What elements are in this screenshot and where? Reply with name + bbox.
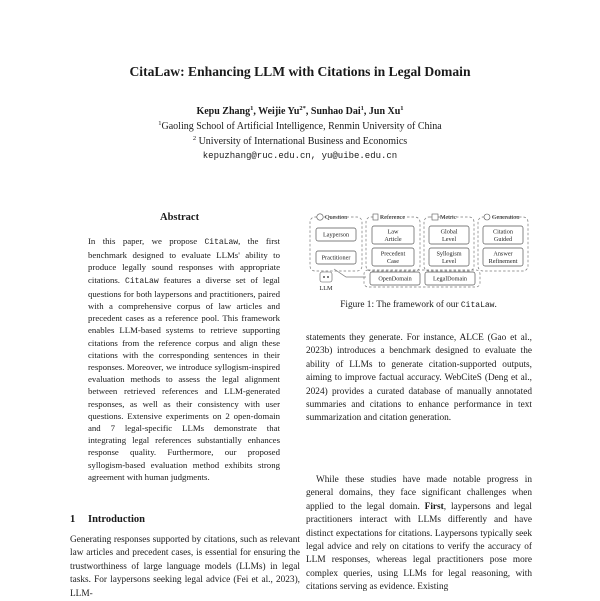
body-paragraph: statements they generate. For instance, ALCE (Gao et al., 2023b) introduces a benchmark designed to evaluate the ability of LLMs to generate citation-supported outputs, aiming to improve factual accuracy. WebCiteS (Deng et al., 2024) provides a curated database of manually annotated summaries and citations to enhance performance in text summarization and citation generation. bbox=[306, 333, 532, 424]
label-guided: Guided bbox=[493, 236, 513, 243]
caption-text: . bbox=[494, 300, 497, 310]
label-layperson: Layperson bbox=[322, 231, 350, 239]
label-article: Article bbox=[384, 236, 402, 243]
author-list: Kepu Zhang$^1$, Weijie $Yu^{2*}$, Sunhao Dai$^1$, Jun Xu$^1$ bbox=[196, 105, 404, 117]
label-case: Case bbox=[386, 258, 400, 265]
emphasis-first: First bbox=[424, 501, 444, 512]
author-name: Weijie Yu bbox=[258, 106, 300, 117]
robot-eye bbox=[327, 276, 329, 278]
label-precedent: Precedent bbox=[380, 250, 406, 258]
reference-icon bbox=[373, 214, 378, 220]
affiliation-sup: 2 bbox=[192, 135, 197, 142]
affiliation-2 bbox=[0, 136, 600, 147]
paper-title: CitaLaw: Enhancing LLM with Citations in Legal Domain bbox=[129, 64, 471, 79]
robot-icon bbox=[320, 272, 332, 282]
author-sup: 1 bbox=[360, 105, 364, 112]
intro-paragraph: Generating responses supported by citations, such as relevant law articles and precedent cases, is essential for ensuring the trustworthiness of large language models (LLMs) in legal tasks. For laypersons seeking legal advice (Fei et al., 2023), LLM- bbox=[70, 535, 300, 599]
affiliation-text: Gaoling School of Artificial Intelligence, Renmin University of China bbox=[161, 121, 442, 132]
body-text: While these studies have made notable progress in general domains, they face significant challenges when applied to the legal domain. bbox=[306, 475, 532, 512]
label-practitioner: Practitioner bbox=[321, 254, 351, 262]
body-paragraph bbox=[306, 474, 532, 595]
abstract-text: features a diverse set of legal questions for both laypersons and practitioners, paired with a comprehensive corpus of law articles and precedent cases as a reference pool. This framework enables LLM-based systems to retrieve supporting citations from the reference corpus and align these citations with the corresponding sentences in their responses. Moreover, we introduce syllogism-inspired evaluation methods to assess the legal alignment between retrieved references and LLM-generated responses, as well as their consistency with user questions. Extensive experiments on 2 open-domain and 7 legal-specific LLMs demonstrate that integrating legal references substantially enhances response quality. Furthermore, our proposed syllogism-based evaluation method exhibits strong agreement with human judgments. bbox=[88, 274, 280, 482]
affiliation-1 bbox=[0, 121, 600, 132]
metric-icon bbox=[432, 214, 438, 220]
affiliation-text: University of International Business and Economics bbox=[198, 136, 408, 147]
section-number: 1 bbox=[70, 514, 76, 525]
robot-eye bbox=[323, 276, 325, 278]
label-legal-domain: LegalDomain bbox=[432, 275, 468, 283]
metric-header: Metric bbox=[440, 214, 457, 221]
llm-arrow bbox=[334, 269, 366, 277]
question-icon bbox=[317, 214, 323, 220]
author-sup: 1 bbox=[400, 105, 404, 112]
abstract-heading: Abstract bbox=[160, 212, 200, 223]
label-global: Global bbox=[440, 228, 458, 236]
author-name: Jun Xu bbox=[368, 106, 401, 117]
benchmark-name: CitaLaw bbox=[125, 276, 159, 286]
label-syllogism: Syllogism bbox=[436, 250, 462, 258]
reference-header: Reference bbox=[380, 214, 406, 221]
author-sup: 2* bbox=[299, 105, 306, 112]
generation-header: Generation bbox=[492, 214, 520, 221]
question-header: Question bbox=[325, 214, 348, 221]
label-law: Law bbox=[387, 228, 399, 236]
benchmark-name: CitaLaw bbox=[204, 238, 239, 247]
abstract-body bbox=[88, 235, 280, 483]
caption-name: CitaLaw bbox=[460, 301, 495, 310]
generation-icon bbox=[484, 214, 490, 220]
author-sup: 1 bbox=[250, 105, 254, 112]
figure-caption bbox=[306, 300, 531, 310]
label-level: Level bbox=[441, 258, 457, 265]
label-refinement: Refinement bbox=[488, 258, 518, 265]
label-answer: Answer bbox=[493, 250, 513, 258]
section-title: Introduction bbox=[88, 514, 145, 525]
label-open-domain: OpenDomain bbox=[378, 275, 412, 283]
caption-text: Figure 1: The framework of our bbox=[340, 300, 461, 310]
label-citation: Citation bbox=[493, 228, 513, 236]
label-level: Level bbox=[441, 236, 457, 243]
abstract-text: , the first benchmark designed to evaluate LLMs' ability to produce legally sound responses with appropriate citations. bbox=[88, 236, 280, 285]
author-name: Sunhao Dai bbox=[310, 106, 361, 117]
framework-figure bbox=[306, 206, 531, 294]
affiliation-sup: 1 bbox=[158, 120, 162, 127]
body-text: , laypersons and legal practitioners interact with LLMs differently and have distinct expectations for citations. Laypersons typically seek legal advice and rely on citations to verify the accuracy of LLM responses, whereas legal practitioners pose more complex queries, using LLMs for legal reasoning, with citations serving as evidence. Existing bbox=[306, 501, 532, 593]
llm-label: LLM bbox=[319, 285, 333, 292]
author-name: Kepu Zhang bbox=[196, 106, 251, 117]
author-emails: kepuzhang@ruc.edu.cn, yu@uibe.edu.cn bbox=[202, 151, 398, 161]
abstract-text: In this paper, we propose bbox=[88, 236, 205, 246]
